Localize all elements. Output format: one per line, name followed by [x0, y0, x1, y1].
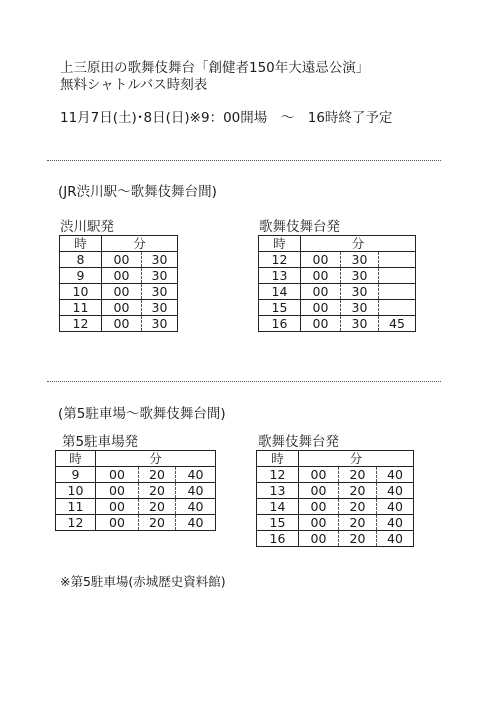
- table-row: [259, 284, 416, 300]
- minute-cell: 40: [176, 483, 216, 499]
- section-1-title: (JR渋川駅～歌舞伎舞台間): [58, 184, 217, 200]
- minute-cell: 40: [176, 515, 216, 531]
- minute-cell: 00: [96, 483, 139, 499]
- minute-cell: 30: [341, 284, 379, 300]
- hour-cell: 14: [259, 284, 301, 300]
- minute-cell: 45: [379, 316, 416, 332]
- table-row: [56, 499, 216, 515]
- divider: [47, 160, 441, 161]
- minute-cell: 40: [377, 531, 414, 547]
- minute-cell: 40: [377, 467, 414, 483]
- minute-cell: 00: [102, 316, 142, 332]
- table-row: [259, 252, 416, 268]
- minute-cell: 20: [139, 467, 176, 483]
- hour-cell: 9: [60, 268, 102, 284]
- minute-cell: 00: [299, 499, 339, 515]
- table-row: [259, 268, 416, 284]
- minute-cell: 00: [102, 300, 142, 316]
- table-row: [60, 252, 178, 268]
- table-header-row: [56, 451, 216, 467]
- hour-cell: 14: [257, 499, 299, 515]
- minute-cell: 00: [301, 284, 341, 300]
- hour-cell: 13: [257, 483, 299, 499]
- minute-cell: 00: [102, 252, 142, 268]
- minute-cell: 00: [96, 515, 139, 531]
- minute-cell: 20: [339, 467, 377, 483]
- minute-cell: 00: [96, 467, 139, 483]
- shibukawa-departure-label: 渋川駅発: [60, 219, 114, 235]
- minute-cell: 20: [339, 499, 377, 515]
- minute-cell: [379, 268, 416, 284]
- hour-cell: 12: [56, 515, 96, 531]
- minute-cell: 30: [341, 316, 379, 332]
- hour-column-header: 時: [60, 236, 102, 252]
- minute-column-header: 分: [102, 236, 178, 252]
- minute-cell: 20: [339, 515, 377, 531]
- minute-cell: 00: [301, 300, 341, 316]
- minute-cell: [379, 300, 416, 316]
- table-header-row: [257, 451, 414, 467]
- hour-cell: 13: [259, 268, 301, 284]
- minute-cell: 30: [142, 300, 178, 316]
- minute-cell: 20: [139, 499, 176, 515]
- minute-cell: 30: [142, 252, 178, 268]
- parking5-departure-table: [55, 450, 216, 531]
- minute-column-header: 分: [96, 451, 216, 467]
- hour-cell: 16: [259, 316, 301, 332]
- hour-cell: 10: [56, 483, 96, 499]
- minute-cell: 00: [299, 483, 339, 499]
- divider: [47, 381, 441, 382]
- hour-cell: 12: [257, 467, 299, 483]
- hour-cell: 12: [259, 252, 301, 268]
- minute-cell: 30: [142, 316, 178, 332]
- minute-cell: 30: [341, 252, 379, 268]
- table-row: [56, 483, 216, 499]
- table-row: [60, 268, 178, 284]
- stage-departure-table-2: [256, 450, 414, 547]
- hour-cell: 9: [56, 467, 96, 483]
- minute-column-header: 分: [299, 451, 414, 467]
- hour-cell: 16: [257, 531, 299, 547]
- minute-cell: [379, 252, 416, 268]
- minute-cell: 20: [339, 483, 377, 499]
- minute-column-header: 分: [301, 236, 416, 252]
- hour-cell: 15: [259, 300, 301, 316]
- hour-cell: 11: [60, 300, 102, 316]
- table-row: [56, 467, 216, 483]
- minute-cell: 40: [377, 483, 414, 499]
- table-row: [56, 515, 216, 531]
- minute-cell: 00: [299, 467, 339, 483]
- minute-cell: 00: [96, 499, 139, 515]
- parking5-departure-label: 第5駐車場発: [62, 434, 139, 450]
- table-row: [60, 300, 178, 316]
- table-row: [257, 499, 414, 515]
- stage-departure-table-1: [258, 235, 416, 332]
- minute-cell: 30: [142, 268, 178, 284]
- minute-cell: 20: [139, 483, 176, 499]
- minute-cell: 00: [301, 316, 341, 332]
- hour-cell: 12: [60, 316, 102, 332]
- table-row: [257, 515, 414, 531]
- minute-cell: 00: [299, 515, 339, 531]
- minute-cell: 40: [377, 515, 414, 531]
- minute-cell: 20: [139, 515, 176, 531]
- hour-cell: 10: [60, 284, 102, 300]
- stage-departure-label-1: 歌舞伎舞台発: [259, 219, 340, 235]
- document-subtitle: 無料シャトルバス時刻表: [60, 77, 208, 93]
- hour-column-header: 時: [56, 451, 96, 467]
- document-title: 上三原田の歌舞伎舞台「創健者150年大遠忌公演」: [60, 60, 370, 76]
- table-row: [257, 483, 414, 499]
- hour-cell: 11: [56, 499, 96, 515]
- minute-cell: 00: [102, 268, 142, 284]
- minute-cell: 30: [341, 300, 379, 316]
- hour-column-header: 時: [259, 236, 301, 252]
- hour-column-header: 時: [257, 451, 299, 467]
- table-row: [257, 467, 414, 483]
- minute-cell: 40: [176, 499, 216, 515]
- minute-cell: 20: [339, 531, 377, 547]
- table-row: [257, 531, 414, 547]
- hour-cell: 8: [60, 252, 102, 268]
- table-header-row: [259, 236, 416, 252]
- minute-cell: 00: [102, 284, 142, 300]
- table-header-row: [60, 236, 178, 252]
- minute-cell: 30: [341, 268, 379, 284]
- minute-cell: 00: [299, 531, 339, 547]
- table-row: [259, 316, 416, 332]
- minute-cell: 30: [142, 284, 178, 300]
- section-2-title: (第5駐車場～歌舞伎舞台間): [58, 406, 226, 422]
- minute-cell: 40: [377, 499, 414, 515]
- minute-cell: 40: [176, 467, 216, 483]
- table-row: [60, 316, 178, 332]
- hour-cell: 15: [257, 515, 299, 531]
- minute-cell: [379, 284, 416, 300]
- minute-cell: 00: [301, 268, 341, 284]
- table-row: [259, 300, 416, 316]
- shibukawa-departure-table: [59, 235, 178, 332]
- minute-cell: 00: [301, 252, 341, 268]
- table-row: [60, 284, 178, 300]
- schedule-dates: 11月7日(土)･8日(日)※9：00開場 ～ 16時終了予定: [60, 110, 393, 126]
- footnote: ※第5駐車場(赤城歴史資料館): [60, 574, 226, 589]
- stage-departure-label-2: 歌舞伎舞台発: [258, 434, 339, 450]
